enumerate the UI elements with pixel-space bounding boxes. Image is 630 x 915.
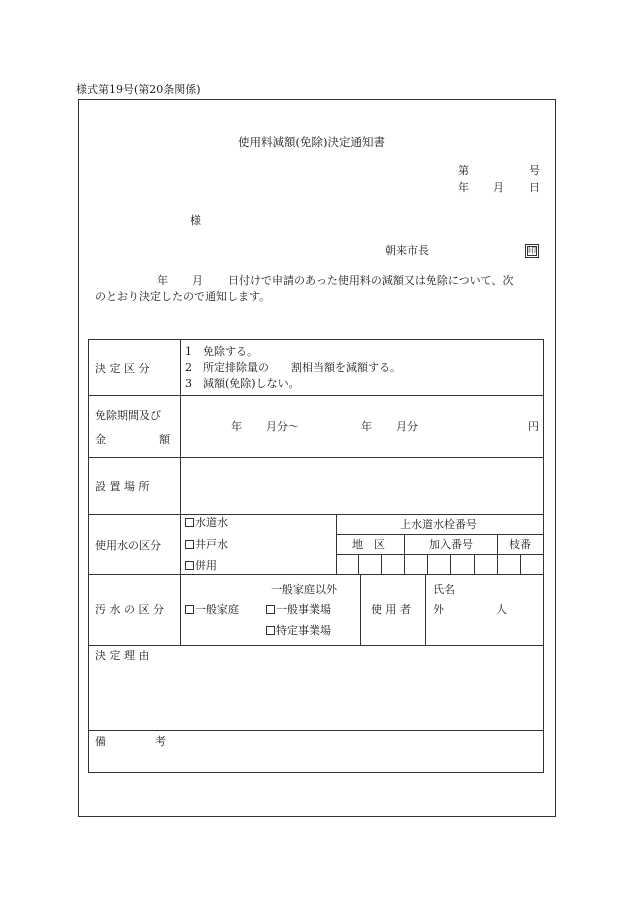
- addressee-suffix: 様: [190, 214, 201, 227]
- checkbox-icon[interactable]: [266, 605, 275, 614]
- others-right: 人: [496, 603, 507, 616]
- decision-option-2: 2 所定排除量の 割相当額を減額する。: [185, 361, 401, 374]
- hydrant-header: 上水道水栓番号: [400, 518, 477, 531]
- period-label-kin: 金: [95, 433, 106, 446]
- water-grid-line: [381, 554, 382, 574]
- date-day: 日: [529, 181, 540, 194]
- others-left: 外: [433, 603, 444, 616]
- checkbox-icon[interactable]: [185, 518, 194, 527]
- body-line2: のとおり決定したので通知します。: [95, 290, 271, 303]
- body-year: 年: [157, 274, 168, 287]
- row-divider: [88, 457, 544, 458]
- sewage-grid-line: [425, 574, 426, 645]
- water-grid-line: [336, 554, 544, 555]
- sewage-option-general-business[interactable]: [266, 604, 331, 615]
- water-grid-line: [497, 534, 498, 574]
- remarks-label-left: 備: [95, 735, 106, 748]
- checkbox-icon[interactable]: [266, 626, 275, 635]
- seal-mark: [525, 244, 539, 258]
- date-year: 年: [458, 181, 469, 194]
- row-divider: [88, 574, 544, 575]
- row-divider: [88, 645, 544, 646]
- issuer: 朝来市長: [385, 244, 429, 257]
- sewage-grid-line: [360, 574, 361, 645]
- checkbox-icon[interactable]: [185, 561, 194, 570]
- date-month: 月: [493, 181, 504, 194]
- sewage-option-specific-business[interactable]: [266, 625, 331, 636]
- label-column-divider: [180, 339, 181, 645]
- branch-header: 枝番: [509, 538, 531, 551]
- water-option-label: 井戸水: [195, 538, 228, 551]
- checkbox-icon[interactable]: [185, 540, 194, 549]
- non-household-header: 一般家庭以外: [271, 583, 337, 596]
- period-yen: 円: [528, 420, 539, 433]
- name-label: 氏名: [433, 583, 455, 596]
- row-divider: [88, 514, 544, 515]
- location-label: 設 置 場 所: [95, 480, 150, 493]
- remarks-label-right: 考: [155, 735, 166, 748]
- period-label-line1: 免除期間及び: [95, 409, 161, 422]
- doc-number-prefix: 第: [458, 164, 469, 177]
- water-grid-line: [450, 554, 451, 574]
- body-month: 月: [192, 274, 203, 287]
- water-option-both[interactable]: [185, 560, 217, 571]
- checkbox-icon[interactable]: [185, 605, 194, 614]
- sewage-label: 汚 水 の 区 分: [95, 603, 164, 616]
- period-label-gaku: 額: [159, 433, 170, 446]
- decision-table: [88, 339, 544, 773]
- seal-char: 印: [528, 246, 536, 255]
- decision-label: 決 定 区 分: [95, 362, 150, 375]
- decision-option-3: 3 減額(免除)しない。: [185, 377, 300, 390]
- sewage-option-label: 一般事業場: [276, 603, 331, 616]
- district-header: 地 区: [352, 538, 385, 551]
- decision-option-1: 1 免除する。: [185, 345, 258, 358]
- period-start-month: 月分〜: [266, 420, 299, 433]
- document-title: 使用料減額(免除)決定通知書: [238, 135, 385, 149]
- body-line1: 日付けで申請のあった使用料の減額又は免除について、次: [228, 274, 514, 287]
- water-grid-line: [358, 554, 359, 574]
- water-grid-line: [404, 534, 405, 574]
- form-number: 様式第19号(第20条関係): [76, 83, 201, 96]
- period-end-year: 年: [361, 420, 372, 433]
- period-start-year: 年: [231, 420, 242, 433]
- user-label: 使 用 者: [371, 603, 411, 616]
- water-option-label: 併用: [195, 559, 217, 572]
- sewage-option-label: 特定事業場: [276, 624, 331, 637]
- water-grid-line: [336, 534, 544, 535]
- water-option-tap[interactable]: [185, 517, 228, 528]
- join-number-header: 加入番号: [429, 538, 473, 551]
- water-grid-line: [520, 554, 521, 574]
- water-type-label: 使用水の区分: [95, 539, 161, 552]
- water-option-label: 水道水: [195, 516, 228, 529]
- sewage-option-household[interactable]: [185, 604, 239, 615]
- doc-number-suffix: 号: [529, 164, 540, 177]
- water-grid-line: [474, 554, 475, 574]
- row-divider: [88, 730, 544, 731]
- sewage-option-label: 一般家庭: [195, 603, 239, 616]
- reason-label: 決 定 理 由: [95, 649, 150, 662]
- row-divider: [88, 395, 544, 396]
- water-option-well[interactable]: [185, 539, 228, 550]
- period-end-month: 月分: [396, 420, 418, 433]
- water-grid-line: [336, 514, 337, 574]
- water-grid-line: [427, 554, 428, 574]
